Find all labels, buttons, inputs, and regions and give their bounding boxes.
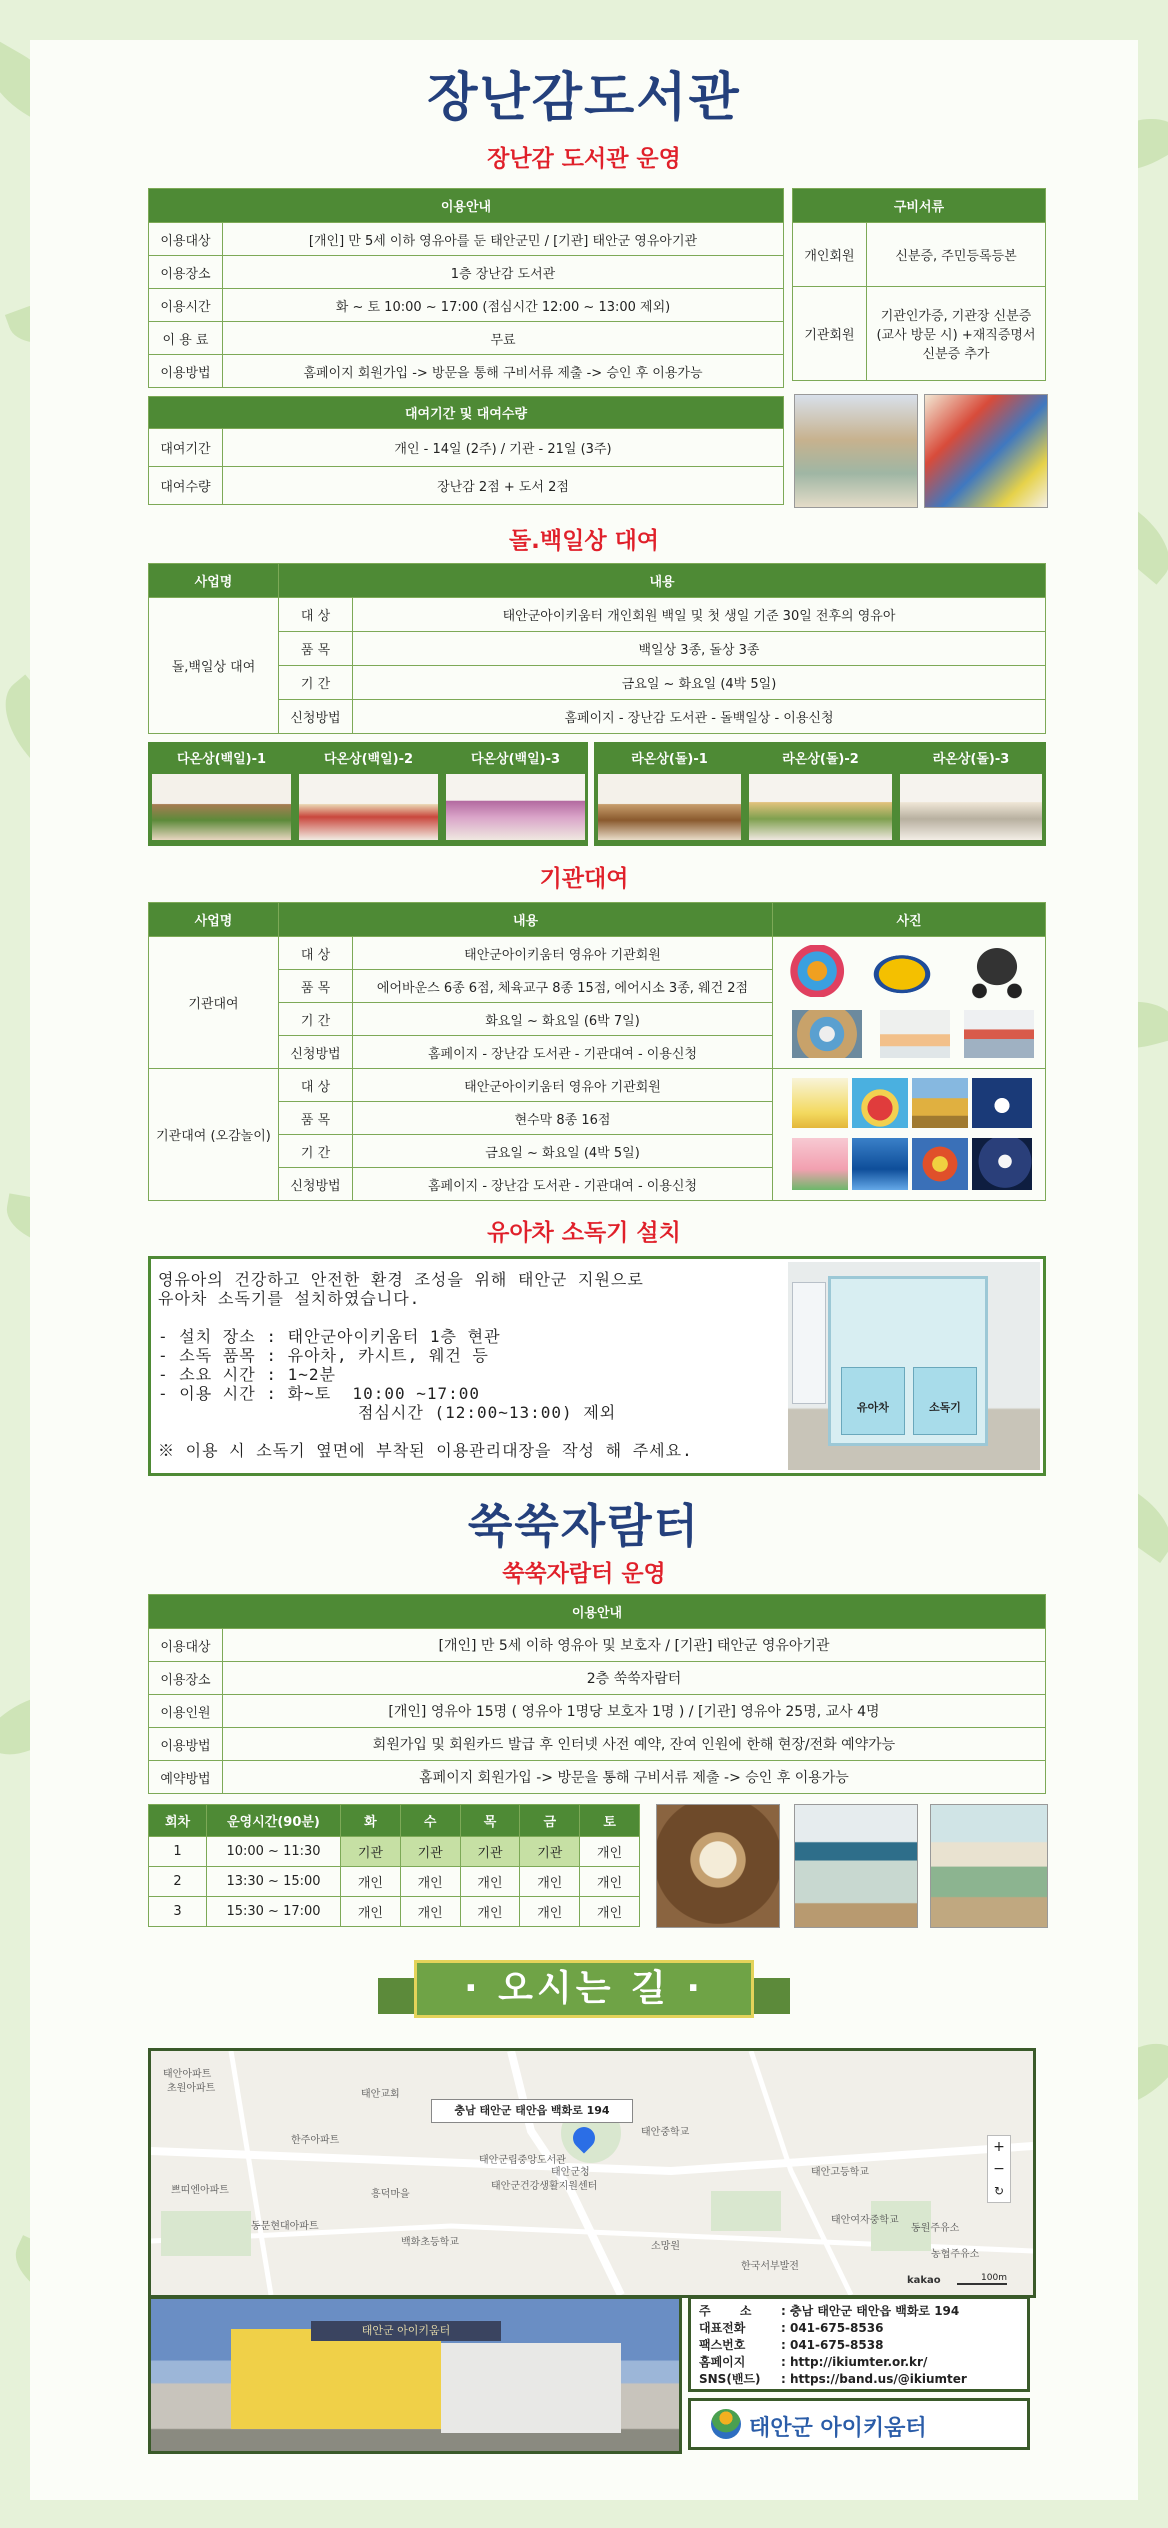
map-label: 흥덕마을 (371, 2189, 410, 2200)
map-label: 초원아파트 (167, 2083, 216, 2094)
mascot-photo (792, 1010, 862, 1058)
usage-label: 이 용 료 (149, 322, 223, 355)
sns-label: SNS(밴드) (699, 2372, 761, 2386)
map-label: 한국서부발전 (741, 2261, 799, 2272)
map-roads (151, 2051, 1033, 2295)
schedule-cell: 1 (149, 1837, 207, 1867)
library-lend-table (148, 396, 784, 505)
row-label: 품 목 (279, 970, 353, 1003)
docs-header: 구비서류 (793, 189, 1046, 223)
group1-name: 기관대여 (149, 937, 279, 1069)
schedule-cell: 3 (149, 1897, 207, 1927)
birthday-gallery (148, 742, 1046, 846)
usage-header: 이용안내 (149, 1595, 1046, 1629)
sense-banner-8 (972, 1138, 1032, 1190)
col-content: 내용 (279, 564, 1046, 598)
gallery-label: 다온상(백일)-1 (176, 752, 267, 767)
usage-value: 홈페이지 회원가입 -> 방문을 통해 구비서류 제출 -> 승인 후 이용가능 (223, 1761, 1046, 1794)
sense-banner-2 (852, 1078, 908, 1128)
map-address-callout: 충남 태안군 태안읍 백화로 194 (431, 2099, 633, 2123)
fax-value: : 041-675-8538 (781, 2338, 884, 2352)
map-label: 농협주유소 (931, 2249, 980, 2260)
lend-value: 장난감 2점 + 도서 2점 (223, 467, 784, 505)
schedule-header: 회차 (149, 1805, 207, 1837)
usage-log-board (792, 1282, 826, 1404)
birthday-heading: 돌.백일상 대여 (508, 528, 660, 554)
map-label: 태안군청 (551, 2167, 590, 2178)
sterilizer-intro-1: 영유아의 건강하고 안전한 환경 조성을 위해 태안군 지원으로 (158, 1270, 644, 1289)
usage-value: 홈페이지 회원가입 -> 방문을 통해 구비서류 제출 -> 승인 후 이용가능 (223, 355, 784, 388)
contact-box (688, 2296, 1030, 2392)
sterilizer-intro-2: 유아차 소독기를 설치하였습니다. (158, 1289, 421, 1308)
sterilizer-machine (828, 1276, 988, 1446)
machine-label-right: 소독기 (929, 1401, 961, 1414)
row-label: 대 상 (279, 937, 353, 970)
docs-label: 개인회원 (793, 223, 867, 287)
air-seesaw-photo (866, 950, 938, 994)
map-label: 한주아파트 (291, 2135, 340, 2146)
row-label: 신청방법 (279, 1036, 353, 1069)
directions-title: · 오시는 길 · (414, 1960, 754, 2018)
schedule-cell: 기관 (520, 1837, 580, 1867)
schedule-cell: 10:00 ~ 11:30 (207, 1837, 341, 1867)
map-label: 태안교회 (361, 2089, 400, 2100)
row-value: 에어바운스 6종 6점, 체육교구 8종 15점, 에어시소 3종, 웨건 2점 (353, 970, 773, 1003)
address-row (699, 2303, 1019, 2320)
lend-label: 대여수량 (149, 467, 223, 505)
library-title: 장난감도서관 (427, 68, 741, 128)
row-value: 홈페이지 - 장난감 도서관 - 돌백일상 - 이용신청 (353, 700, 1046, 734)
phone-row (699, 2320, 1019, 2337)
usage-value: [개인] 만 5세 이하 영유아 및 보호자 / [기관] 태안군 영유아기관 (223, 1629, 1046, 1662)
usage-header: 이용안내 (149, 189, 784, 223)
web-link[interactable]: : http://ikiumter.or.kr/ (781, 2355, 928, 2369)
schedule-header: 운영시간(90분) (207, 1805, 341, 1837)
col-business: 사업명 (149, 903, 279, 937)
row-label: 신청방법 (279, 700, 353, 734)
web-label: 홈페이지 (699, 2355, 746, 2369)
wagon-photo (962, 945, 1032, 999)
sense-banner-1 (792, 1078, 848, 1128)
usage-value: [개인] 영유아 15명 ( 영유아 1명당 보호자 1명 ) / [기관] 영유아 25명, 교사 4명 (223, 1695, 1046, 1728)
schedule-cell: 개인 (520, 1897, 580, 1927)
map-scale: 100m (957, 2273, 1007, 2285)
playroom-photo-1 (656, 1804, 780, 1928)
row-value: 화요일 ~ 화요일 (6박 7일) (353, 1003, 773, 1036)
row-label: 품 목 (279, 1102, 353, 1135)
building-white-block (441, 2343, 621, 2433)
people-logo-icon (711, 2409, 741, 2439)
building-yellow-block (231, 2329, 441, 2429)
sns-row (699, 2371, 1019, 2388)
machine-label-left: 유아차 (857, 1401, 889, 1414)
schedule-cell: 개인 (400, 1867, 460, 1897)
col-photo: 사진 (773, 903, 1046, 937)
birthday-business-name: 돌,백일상 대여 (149, 598, 279, 734)
sense-banner-3 (912, 1078, 968, 1128)
row-value: 태안군아이키움터 개인회원 백일 및 첫 생일 기준 30일 전후의 영유아 (353, 598, 1046, 632)
row-label: 품 목 (279, 632, 353, 666)
map-label: 동문현대아파트 (251, 2221, 319, 2232)
map-brand: kakao (907, 2275, 941, 2286)
schedule-cell: 13:30 ~ 15:00 (207, 1867, 341, 1897)
lend-header: 대여기간 및 대여수량 (149, 397, 784, 429)
row-label: 기 간 (279, 1135, 353, 1168)
schedule-cell: 개인 (341, 1867, 401, 1897)
usage-label: 이용대상 (149, 223, 223, 256)
usage-value: 2층 쑥쑥자람터 (223, 1662, 1046, 1695)
map-label: 동원주유소 (911, 2223, 960, 2234)
web-row (699, 2354, 1019, 2371)
playroom-heading: 쑥쑥자람터 운영 (502, 1561, 666, 1587)
usage-label: 이용인원 (149, 1695, 223, 1728)
col-content: 내용 (279, 903, 773, 937)
row-value: 금요일 ~ 화요일 (4박 5일) (353, 1135, 773, 1168)
usage-label: 예약방법 (149, 1761, 223, 1794)
row-value: 태안군아이키움터 영유아 기관회원 (353, 937, 773, 970)
schedule-cell: 개인 (580, 1867, 640, 1897)
col-business: 사업명 (149, 564, 279, 598)
usage-label: 이용대상 (149, 1629, 223, 1662)
table-setting-photo (446, 774, 585, 840)
usage-label: 이용시간 (149, 289, 223, 322)
zoom-in-icon[interactable]: + (993, 2139, 1005, 2155)
library-photo-1 (794, 394, 918, 508)
schedule-cell: 기관 (341, 1837, 401, 1867)
map-label: 쁘띠엔아파트 (171, 2185, 229, 2196)
schedule-cell: 개인 (400, 1897, 460, 1927)
docs-value: 기관인가증, 기관장 신분증 (교사 방문 시) +재직증명서 신분증 추가 (867, 287, 1046, 381)
docs-value: 신분증, 주민등록등본 (867, 223, 1046, 287)
row-value: 백일상 3종, 돌상 3종 (353, 632, 1046, 666)
directions-banner (378, 1960, 790, 2026)
schedule-cell: 개인 (580, 1897, 640, 1927)
library-operation-heading: 장난감 도서관 운영 (487, 146, 681, 172)
row-value: 현수막 8종 16점 (353, 1102, 773, 1135)
lend-label: 대여기간 (149, 429, 223, 467)
schedule-cell: 개인 (520, 1867, 580, 1897)
playroom-photo-3 (930, 1804, 1048, 1928)
sterilizer-notice: ※ 이용 시 소독기 옆면에 부착된 이용관리대장을 작성 해 주세요. (158, 1441, 693, 1460)
building-photo (148, 2296, 682, 2454)
usage-label: 이용장소 (149, 256, 223, 289)
schedule-header: 목 (460, 1805, 520, 1837)
map-label: 태안군건강생활지원센터 (491, 2181, 598, 2192)
map-label: 백화초등학교 (401, 2237, 459, 2248)
table-setting-photo (152, 774, 291, 840)
schedule-cell: 개인 (341, 1897, 401, 1927)
sterilizer-text (158, 1270, 778, 1460)
birthday-table (148, 563, 1046, 734)
institution-heading: 기관대여 (539, 866, 629, 892)
playroom-photo-2 (794, 1804, 918, 1928)
schedule-cell: 기관 (400, 1837, 460, 1867)
usage-label: 이용장소 (149, 1662, 223, 1695)
group2-name: 기관대여 (오감놀이) (149, 1069, 279, 1201)
library-docs-table (792, 188, 1046, 381)
playroom-schedule-table (148, 1804, 640, 1927)
air-bounce-photo (790, 945, 858, 997)
usage-value: [개인] 만 5세 이하 영유아를 둔 태안군민 / [기관] 태안군 영유아기관 (223, 223, 784, 256)
fax-label: 팩스번호 (699, 2338, 746, 2352)
library-usage-table (148, 188, 784, 388)
playroom-title: 쑥쑥자람터 (467, 1499, 701, 1553)
location-map[interactable] (148, 2048, 1036, 2298)
sterilizer-photo (788, 1262, 1040, 1470)
gallery-label: 라온상(돌)-3 (932, 752, 1010, 767)
row-label: 기 간 (279, 666, 353, 700)
building-sign: 태안군 아이키움터 (311, 2321, 501, 2341)
schedule-header: 금 (520, 1805, 580, 1837)
row-value: 홈페이지 - 장난감 도서관 - 기관대여 - 이용신청 (353, 1036, 773, 1069)
gallery-label: 다온상(백일)-3 (470, 752, 561, 767)
map-label: 태안군립중앙도서관 (479, 2155, 566, 2166)
sterilizer-items: - 소독 품목 : 유아차, 카시트, 웨건 등 (158, 1346, 489, 1365)
logo-text: 태안군 아이키움터 (749, 2416, 927, 2441)
row-value: 금요일 ~ 화요일 (4박 5일) (353, 666, 1046, 700)
usage-value: 회원가입 및 회원카드 발급 후 인터넷 사전 예약, 잔여 인원에 한해 현장/전화 예약가능 (223, 1728, 1046, 1761)
sense-banner-7 (912, 1138, 968, 1190)
usage-value: 무료 (223, 322, 784, 355)
address-value: : 충남 태안군 태안읍 백화로 194 (781, 2304, 960, 2318)
usage-value: 화 ~ 토 10:00 ~ 17:00 (점심시간 12:00 ~ 13:00 제외) (223, 289, 784, 322)
sterilizer-hours: - 이용 시간 : 화~토 10:00 ~17:00 (158, 1384, 481, 1403)
sense-banner-5 (792, 1138, 848, 1190)
usage-label: 이용방법 (149, 355, 223, 388)
row-label: 신청방법 (279, 1168, 353, 1201)
sense-banner-4 (972, 1078, 1032, 1128)
library-photo-2 (924, 394, 1048, 508)
row-value: 태안군아이키움터 영유아 기관회원 (353, 1069, 773, 1102)
schedule-header: 수 (400, 1805, 460, 1837)
schedule-cell: 개인 (580, 1837, 640, 1867)
gallery-label: 라온상(돌)-2 (782, 752, 859, 767)
schedule-header: 화 (341, 1805, 401, 1837)
lend-value: 개인 - 14일 (2주) / 기관 - 21일 (3주) (223, 429, 784, 467)
row-value: 홈페이지 - 장난감 도서관 - 기관대여 - 이용신청 (353, 1168, 773, 1201)
sns-link[interactable]: : https://band.us/@ikiumter (781, 2372, 967, 2386)
phone-label: 대표전화 (699, 2321, 746, 2335)
schedule-header: 토 (580, 1805, 640, 1837)
tunnel-photo (880, 1010, 950, 1058)
fax-row (699, 2337, 1019, 2354)
usage-value: 1층 장난감 도서관 (223, 256, 784, 289)
row-label: 대 상 (279, 1069, 353, 1102)
gallery-label: 라온상(돌)-1 (631, 752, 708, 767)
map-label: 태안고등학교 (811, 2167, 869, 2178)
phone-value: : 041-675-8536 (781, 2321, 884, 2335)
map-label: 태안여자중학교 (831, 2215, 899, 2226)
schedule-cell: 개인 (460, 1867, 520, 1897)
schedule-cell: 개인 (460, 1897, 520, 1927)
logo-box (688, 2398, 1030, 2450)
schedule-cell: 기관 (460, 1837, 520, 1867)
playroom-usage-table (148, 1594, 1046, 1794)
docs-label: 기관회원 (793, 287, 867, 381)
reset-icon[interactable]: ↻ (993, 2184, 1005, 2198)
usage-label: 이용방법 (149, 1728, 223, 1761)
row-label: 기 간 (279, 1003, 353, 1036)
schedule-cell: 15:30 ~ 17:00 (207, 1897, 341, 1927)
sterilizer-place: - 설치 장소 : 태안군아이키움터 1층 현관 (158, 1327, 501, 1346)
playroom-photo (964, 1010, 1034, 1058)
table-setting-photo (749, 774, 892, 840)
sterilizer-duration: - 소요 시간 : 1~2분 (158, 1365, 336, 1384)
sterilizer-heading: 유아차 소독기 설치 (487, 1220, 681, 1246)
sterilizer-lunch: 점심시간 (12:00~13:00) 제외 (358, 1403, 617, 1422)
map-label: 태안중학교 (641, 2127, 690, 2138)
address-label: 주 소 (699, 2304, 752, 2318)
sense-banner-6 (852, 1138, 908, 1190)
schedule-cell: 2 (149, 1867, 207, 1897)
table-setting-photo (598, 774, 741, 840)
gallery-label: 다온상(백일)-2 (323, 752, 414, 767)
zoom-out-icon[interactable]: − (993, 2161, 1005, 2177)
table-setting-photo (900, 774, 1042, 840)
table-setting-photo (299, 774, 438, 840)
map-label: 소망원 (651, 2241, 680, 2252)
map-zoom-control (987, 2135, 1011, 2203)
row-label: 대 상 (279, 598, 353, 632)
map-label: 태안아파트 (163, 2069, 212, 2080)
